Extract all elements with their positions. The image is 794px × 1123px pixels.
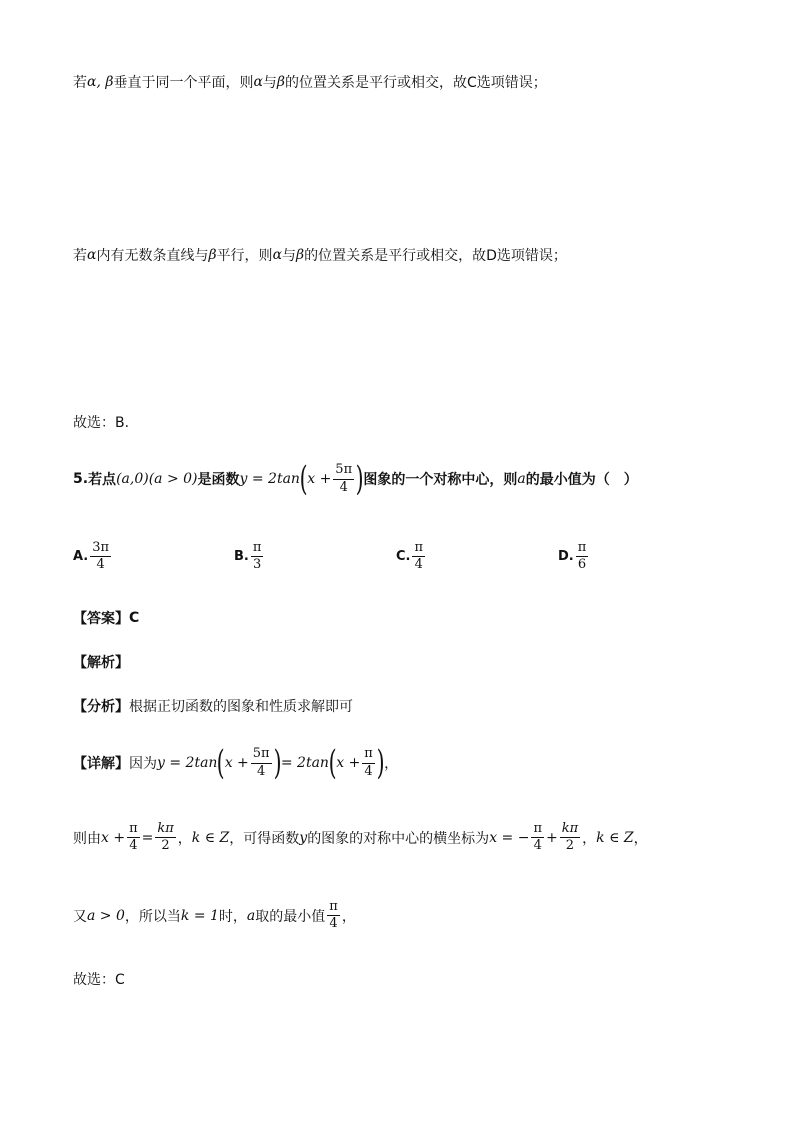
answer-value: C xyxy=(129,610,140,626)
math: k = 1 xyxy=(180,907,219,924)
choose-b-line xyxy=(73,412,129,432)
math-var: β xyxy=(208,247,217,263)
denominator: 4 xyxy=(339,479,348,495)
fraction xyxy=(412,541,425,573)
math: x + xyxy=(307,471,332,487)
math: y = 2tan xyxy=(239,471,300,487)
numerator: π xyxy=(362,747,375,763)
denominator: 4 xyxy=(329,916,338,932)
math-var: α xyxy=(87,247,97,263)
math: a > 0 xyxy=(87,907,125,924)
math: k ∈ Z xyxy=(191,829,230,846)
numerator: 5π xyxy=(251,747,272,763)
option-d xyxy=(558,541,590,573)
reason-c-line xyxy=(73,72,547,92)
text: 若点 xyxy=(88,472,117,488)
math: x + xyxy=(336,755,361,771)
right-paren: ) xyxy=(355,459,364,499)
text: 与 xyxy=(262,75,277,91)
answer-line xyxy=(73,608,139,628)
text: 的最小值为（ ） xyxy=(525,472,638,488)
denominator: 4 xyxy=(96,557,105,573)
numerator: π xyxy=(127,822,140,838)
choose-c-line xyxy=(73,969,125,989)
fenxi-tag: 【分析】 xyxy=(73,699,129,715)
text: 又 xyxy=(73,908,87,925)
text: 是函数 xyxy=(197,472,240,488)
fraction xyxy=(251,747,272,779)
fraction xyxy=(560,822,580,854)
numerator: kπ xyxy=(155,822,175,838)
text: 则由 xyxy=(73,830,101,847)
text: 垂直于同一个平面，则 xyxy=(113,75,254,91)
left-paren: ( xyxy=(328,743,337,783)
numerator: kπ xyxy=(560,822,580,838)
text: ， xyxy=(582,830,597,847)
math-var: α xyxy=(272,247,283,263)
text: 图象的一个对称中心，则 xyxy=(363,472,518,488)
option-c xyxy=(396,541,427,573)
fraction xyxy=(327,900,340,932)
option-label: B. xyxy=(234,549,249,565)
math: = xyxy=(141,829,154,846)
text: ， xyxy=(341,908,356,925)
text: 取的最小值 xyxy=(255,908,326,925)
fraction xyxy=(362,747,375,779)
denominator: 4 xyxy=(414,557,423,573)
denominator: 4 xyxy=(129,838,138,854)
option-label: A. xyxy=(73,549,89,565)
math: x + xyxy=(224,755,249,771)
denominator: 6 xyxy=(577,557,587,573)
text: ， xyxy=(384,756,399,772)
question-5 xyxy=(73,459,638,499)
text: 平行，则 xyxy=(216,248,273,264)
denominator: 4 xyxy=(533,838,542,854)
text: ， xyxy=(177,830,192,847)
option-label: C. xyxy=(396,549,411,565)
math-var: y xyxy=(299,829,308,846)
numerator: 5π xyxy=(333,463,354,479)
denominator: 2 xyxy=(161,838,170,854)
fraction xyxy=(576,541,589,573)
numerator: π xyxy=(327,900,340,916)
option-b xyxy=(234,541,265,573)
option-a xyxy=(73,541,113,573)
math-var: β xyxy=(296,247,305,263)
text: 的位置关系是平行或相交，故C选项错误； xyxy=(285,75,547,91)
text: 故选：C xyxy=(73,972,125,988)
text: 故选：B. xyxy=(73,415,130,431)
denominator: 4 xyxy=(257,763,266,779)
right-paren: ) xyxy=(376,743,385,783)
step3-line xyxy=(73,900,356,932)
math: (a,0) xyxy=(116,471,149,487)
left-paren: ( xyxy=(217,743,226,783)
answer-tag: 【答案】 xyxy=(73,611,129,627)
denominator: 2 xyxy=(565,838,575,854)
text: 若 xyxy=(73,248,87,264)
numerator: π xyxy=(531,822,544,838)
fraction xyxy=(333,463,354,495)
math: + xyxy=(546,829,558,846)
option-label: D. xyxy=(558,549,574,565)
left-paren: ( xyxy=(299,459,308,499)
denominator: 4 xyxy=(364,763,373,779)
text: 若 xyxy=(73,75,87,91)
analysis-heading xyxy=(73,652,129,672)
fraction xyxy=(251,541,264,573)
math-var: a xyxy=(246,907,256,924)
fraction xyxy=(531,822,544,854)
text: ， xyxy=(633,830,648,847)
denominator: 3 xyxy=(252,557,262,573)
math-var: a xyxy=(517,471,526,487)
text: 【解析】 xyxy=(73,655,129,671)
math: x = − xyxy=(489,829,530,846)
fraction xyxy=(155,822,175,854)
math: x + xyxy=(101,829,126,846)
text: 因为 xyxy=(129,756,157,772)
text: ，所以当 xyxy=(124,908,181,925)
text: 内有无数条直线与 xyxy=(96,248,209,264)
text: ，可得函数 xyxy=(229,830,300,847)
reason-d-line xyxy=(73,245,567,265)
numerator: π xyxy=(576,541,589,557)
math-var: β xyxy=(276,74,286,90)
math: (a > 0) xyxy=(148,471,198,487)
detail-line xyxy=(73,743,399,783)
text: 根据正切函数的图象和性质求解即可 xyxy=(129,699,353,715)
numerator: π xyxy=(412,541,425,557)
fraction xyxy=(90,541,111,573)
numerator: π xyxy=(251,541,264,557)
math: k ∈ Z xyxy=(596,829,634,846)
right-paren: ) xyxy=(273,743,282,783)
fenxi-line xyxy=(73,696,353,716)
math: = 2tan xyxy=(280,755,329,771)
question-number: 5. xyxy=(73,471,89,487)
math-var: α, β xyxy=(87,74,114,90)
numerator: 3π xyxy=(90,541,111,557)
fraction xyxy=(127,822,140,854)
math-var: α xyxy=(253,74,263,90)
text: 时， xyxy=(218,908,247,925)
text: 与 xyxy=(282,248,297,264)
text: 的位置关系是平行或相交，故D选项错误； xyxy=(304,248,567,264)
step2-line xyxy=(73,822,648,854)
text: 的图象的对称中心的横坐标为 xyxy=(307,830,490,847)
math: y = 2tan xyxy=(157,755,218,771)
detail-tag: 【详解】 xyxy=(73,756,129,772)
